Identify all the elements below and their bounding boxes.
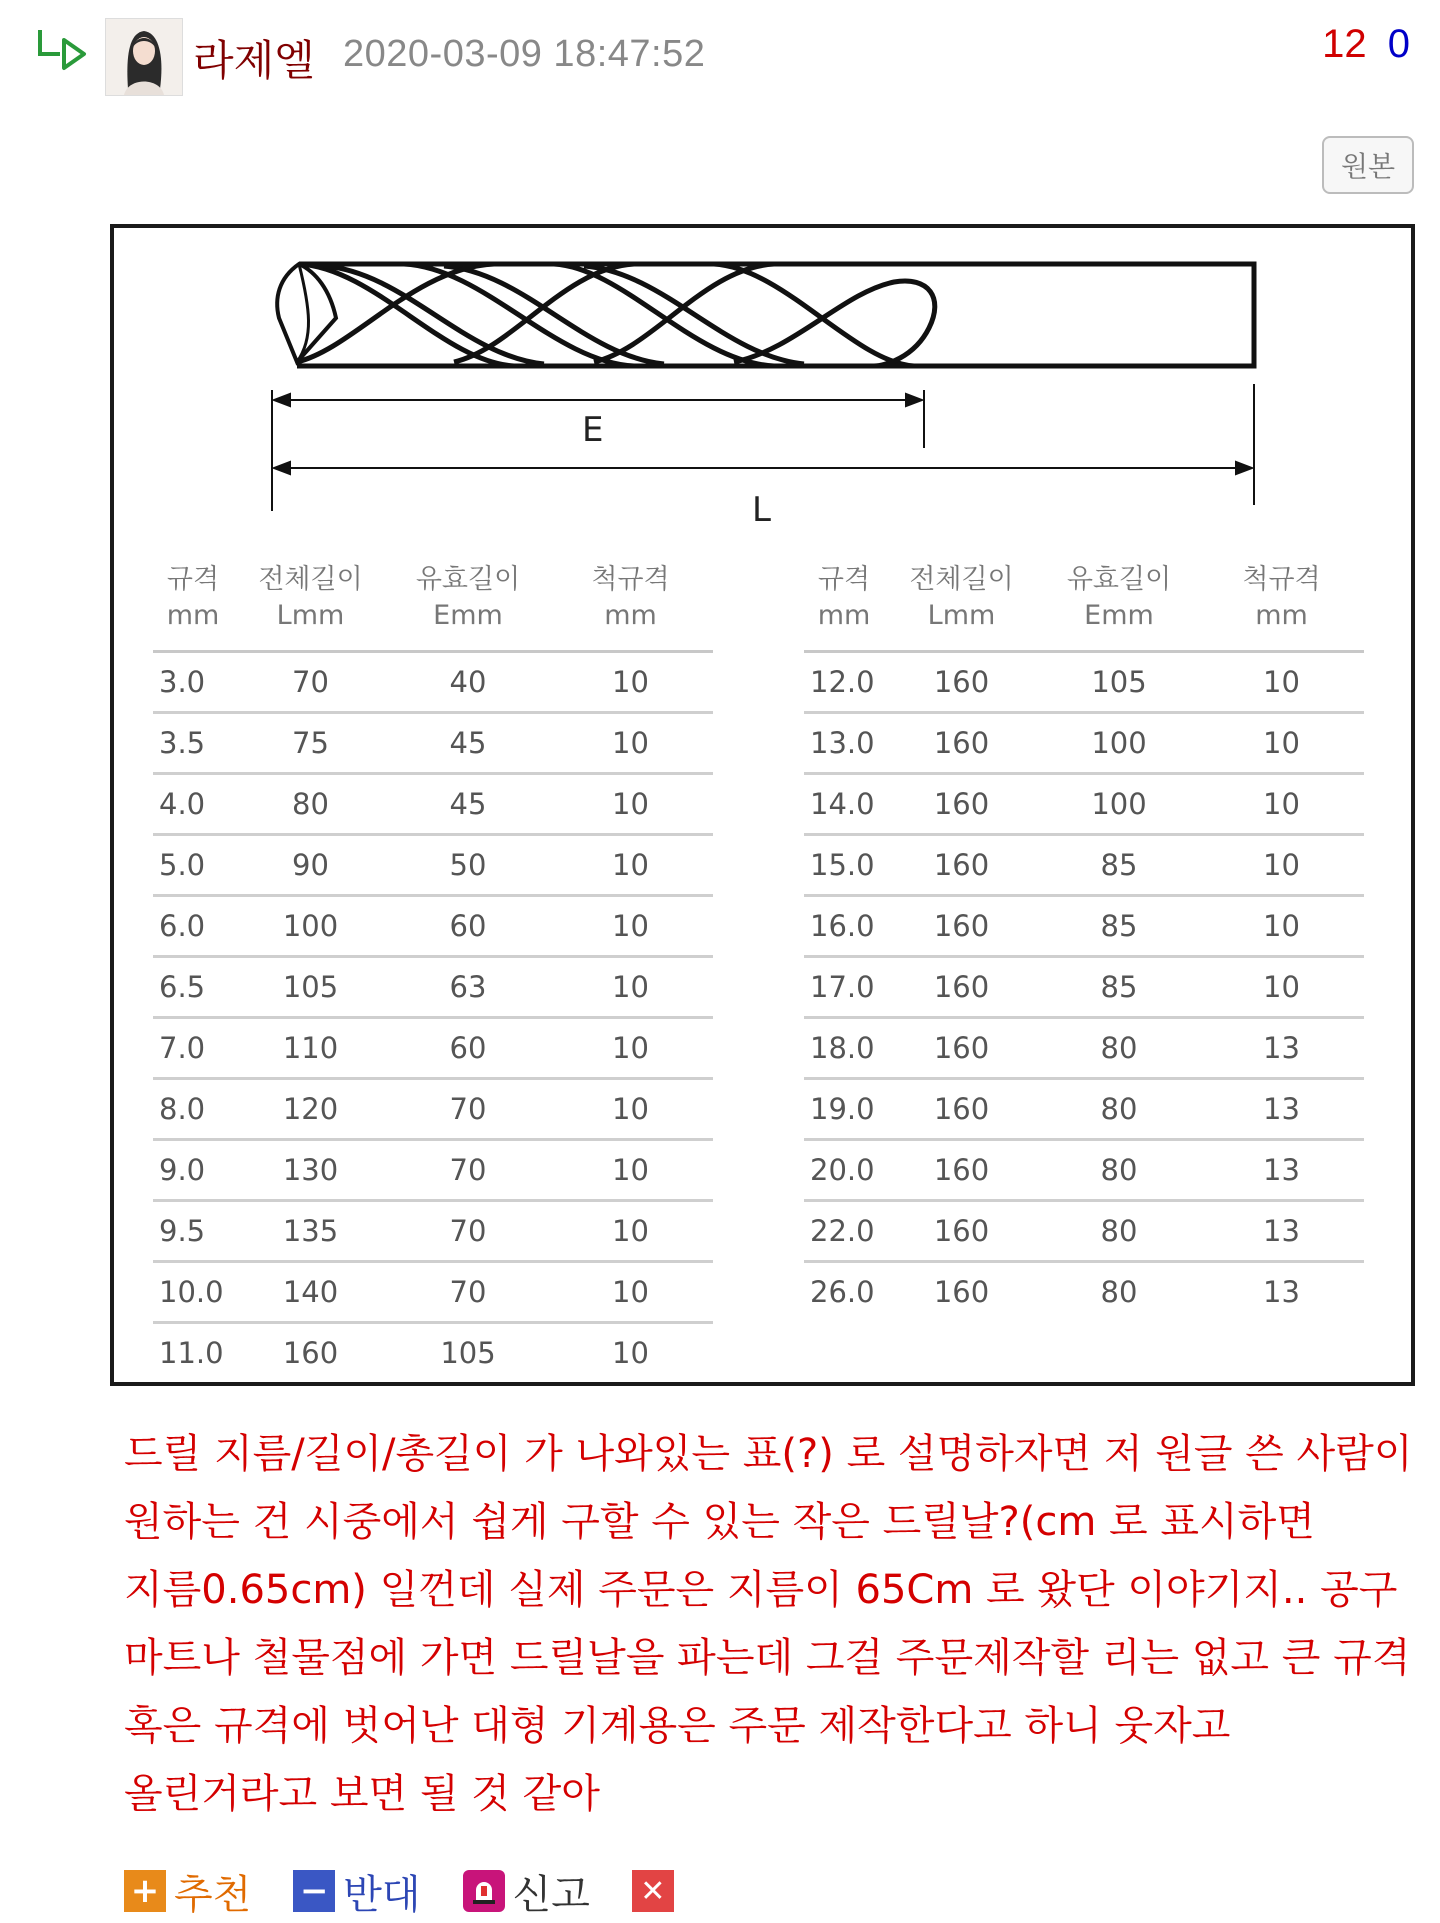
cell-chuck-size: 10 xyxy=(612,787,649,821)
cell-size: 20.0 xyxy=(810,1153,875,1187)
cell-size: 4.0 xyxy=(159,787,206,821)
cell-chuck-size: 10 xyxy=(612,909,649,943)
cell-total-length: 160 xyxy=(933,665,990,699)
cell-effective-length: 45 xyxy=(449,726,487,760)
cell-size: 15.0 xyxy=(810,848,875,882)
table-row xyxy=(804,1141,1364,1202)
cell-chuck-size: 13 xyxy=(1263,1153,1300,1187)
cell-size: 12.0 xyxy=(810,665,875,699)
cell-chuck-size: 10 xyxy=(612,1153,649,1187)
cell-total-length: 160 xyxy=(933,848,990,882)
avatar[interactable] xyxy=(105,18,183,96)
cell-chuck-size: 10 xyxy=(1263,726,1300,760)
cell-total-length: 130 xyxy=(282,1153,339,1187)
minus-icon: − xyxy=(293,1870,335,1912)
table-row xyxy=(153,958,713,1019)
table-row xyxy=(153,1324,713,1382)
table-row xyxy=(153,1141,713,1202)
plus-icon: + xyxy=(124,1870,166,1912)
original-image-button[interactable]: 원본 xyxy=(1322,136,1414,194)
dimension-label-l: L xyxy=(752,490,771,530)
table-row xyxy=(153,1019,713,1080)
cell-chuck-size: 10 xyxy=(1263,970,1300,1004)
cell-chuck-size: 10 xyxy=(1263,848,1300,882)
cell-effective-length: 80 xyxy=(1100,1214,1138,1248)
report-label: 신고 xyxy=(512,1871,590,1918)
cell-size: 5.0 xyxy=(159,848,206,882)
table-row xyxy=(804,836,1364,897)
recommend-button[interactable] xyxy=(124,1863,251,1920)
cell-size: 3.5 xyxy=(159,726,206,760)
cell-total-length: 160 xyxy=(933,787,990,821)
cell-effective-length: 70 xyxy=(449,1092,487,1126)
cell-total-length: 100 xyxy=(282,909,339,943)
cell-total-length: 160 xyxy=(933,909,990,943)
cell-chuck-size: 13 xyxy=(1263,1214,1300,1248)
cell-effective-length: 63 xyxy=(449,970,487,1004)
cell-total-length: 160 xyxy=(933,1092,990,1126)
cell-effective-length: 85 xyxy=(1100,970,1138,1004)
table-row xyxy=(153,775,713,836)
upvote-count: 12 xyxy=(1322,22,1367,66)
cell-effective-length: 105 xyxy=(1091,665,1147,699)
cell-effective-length: 100 xyxy=(1091,787,1147,821)
cell-size: 14.0 xyxy=(810,787,875,821)
cell-size: 8.0 xyxy=(159,1092,206,1126)
cell-effective-length: 80 xyxy=(1100,1153,1138,1187)
cell-total-length: 80 xyxy=(292,787,329,821)
table-row xyxy=(804,1019,1364,1080)
cell-total-length: 160 xyxy=(933,1153,990,1187)
cell-chuck-size: 13 xyxy=(1263,1031,1300,1065)
cell-total-length: 160 xyxy=(933,1214,990,1248)
table-row xyxy=(804,1202,1364,1263)
header-chuck-size: 척규격 mm xyxy=(591,564,670,631)
header-effective-length: 유효길이 Emm xyxy=(1066,564,1172,631)
cell-effective-length: 80 xyxy=(1100,1031,1138,1065)
cell-effective-length: 70 xyxy=(449,1153,487,1187)
header-size: 규격 mm xyxy=(166,564,220,631)
cell-effective-length: 85 xyxy=(1100,909,1138,943)
downvote-count: 0 xyxy=(1387,22,1410,66)
table-row xyxy=(804,1080,1364,1141)
cell-total-length: 120 xyxy=(282,1092,339,1126)
cell-size: 7.0 xyxy=(159,1031,206,1065)
cell-size: 18.0 xyxy=(810,1031,875,1065)
close-icon: ✕ xyxy=(632,1870,674,1912)
post-timestamp: 2020-03-09 18:47:52 xyxy=(343,33,706,75)
cell-total-length: 140 xyxy=(282,1275,339,1309)
cell-chuck-size: 10 xyxy=(612,970,649,1004)
cell-total-length: 105 xyxy=(282,970,339,1004)
cell-effective-length: 105 xyxy=(440,1336,496,1370)
header-chuck-size: 척규격 mm xyxy=(1242,564,1321,631)
cell-chuck-size: 13 xyxy=(1263,1092,1300,1126)
cell-chuck-size: 10 xyxy=(612,1031,649,1065)
cell-size: 9.5 xyxy=(159,1214,206,1248)
header-size: 규격 mm xyxy=(817,564,871,631)
table-row xyxy=(804,1263,1364,1321)
table-row xyxy=(804,775,1364,836)
comment-body: 드릴 지름/길이/총길이 가 나와있는 표(?) 로 설명하자면 저 원글 쓴 사람이 원하는 건 시중에서 쉽게 구할 수 있는 작은 드릴날?(cm 로 표시하면 지름0.65cm) 일껀데 실제 주문은 지름이 65Cm 로 왔단 이야기지.. 공구 마트나 철물점에 가면 드릴날을 파는데 그걸 주문제작할 리는 없고 큰 규격 혹은 규격에 벗어난 대형 기계용은 주문 제작한다고 하니 웃자고 올린거라고 보면 될 것 같아 xyxy=(124,1431,1413,1817)
cell-effective-length: 60 xyxy=(449,1031,487,1065)
cell-effective-length: 80 xyxy=(1100,1275,1138,1309)
table-row xyxy=(153,897,713,958)
cell-chuck-size: 10 xyxy=(612,665,649,699)
drill-spec-image xyxy=(110,224,1415,1386)
cell-effective-length: 85 xyxy=(1100,848,1138,882)
cell-effective-length: 50 xyxy=(449,848,487,882)
cell-effective-length: 100 xyxy=(1091,726,1147,760)
cell-chuck-size: 10 xyxy=(1263,787,1300,821)
reply-arrow-icon xyxy=(34,26,90,74)
spec-table-right xyxy=(804,562,1364,1321)
comment-actions xyxy=(124,1866,724,1916)
oppose-button[interactable] xyxy=(293,1863,420,1920)
cell-total-length: 90 xyxy=(292,848,329,882)
cell-size: 19.0 xyxy=(810,1092,875,1126)
cell-chuck-size: 10 xyxy=(1263,909,1300,943)
recommend-label: 추천 xyxy=(174,1871,252,1918)
cell-total-length: 110 xyxy=(282,1031,339,1065)
table-row xyxy=(804,653,1364,714)
table-row xyxy=(804,714,1364,775)
delete-button[interactable] xyxy=(632,1870,682,1912)
cell-effective-length: 70 xyxy=(449,1275,487,1309)
cell-total-length: 160 xyxy=(933,1275,990,1309)
dimension-label-e: E xyxy=(582,410,604,450)
cell-effective-length: 45 xyxy=(449,787,487,821)
cell-effective-length: 40 xyxy=(449,665,487,699)
table-row xyxy=(153,1202,713,1263)
cell-total-length: 160 xyxy=(933,970,990,1004)
cell-size: 26.0 xyxy=(810,1275,875,1309)
table-row xyxy=(804,958,1364,1019)
username[interactable]: 라제엘 xyxy=(193,36,315,85)
table-header xyxy=(153,562,713,653)
table-header xyxy=(804,562,1364,653)
table-row xyxy=(153,836,713,897)
spec-table-left xyxy=(153,562,713,1382)
drill-diagram xyxy=(114,228,1414,528)
cell-total-length: 160 xyxy=(282,1336,339,1370)
cell-total-length: 160 xyxy=(933,726,990,760)
cell-size: 11.0 xyxy=(159,1336,224,1370)
cell-size: 6.0 xyxy=(159,909,206,943)
cell-size: 17.0 xyxy=(810,970,875,1004)
cell-size: 3.0 xyxy=(159,665,206,699)
cell-chuck-size: 10 xyxy=(612,848,649,882)
cell-chuck-size: 10 xyxy=(612,1214,649,1248)
cell-chuck-size: 10 xyxy=(612,726,649,760)
cell-chuck-size: 10 xyxy=(1263,665,1300,699)
cell-size: 16.0 xyxy=(810,909,875,943)
table-row xyxy=(153,653,713,714)
cell-total-length: 70 xyxy=(292,665,329,699)
cell-chuck-size: 10 xyxy=(612,1336,649,1370)
siren-icon xyxy=(463,1870,505,1912)
table-row xyxy=(153,1080,713,1141)
cell-chuck-size: 13 xyxy=(1263,1275,1300,1309)
cell-effective-length: 80 xyxy=(1100,1092,1138,1126)
header-total-length: 전체길이 Lmm xyxy=(258,564,363,631)
cell-size: 13.0 xyxy=(810,726,875,760)
table-row xyxy=(153,714,713,775)
cell-chuck-size: 10 xyxy=(612,1275,649,1309)
header-total-length: 전체길이 Lmm xyxy=(909,564,1014,631)
vote-counts xyxy=(1322,22,1410,67)
table-row xyxy=(804,897,1364,958)
header-effective-length: 유효길이 Emm xyxy=(415,564,521,631)
cell-size: 9.0 xyxy=(159,1153,206,1187)
cell-chuck-size: 10 xyxy=(612,1092,649,1126)
report-button[interactable] xyxy=(463,1863,590,1920)
cell-total-length: 160 xyxy=(933,1031,990,1065)
cell-total-length: 135 xyxy=(282,1214,339,1248)
table-row xyxy=(153,1263,713,1324)
cell-effective-length: 70 xyxy=(449,1214,487,1248)
cell-effective-length: 60 xyxy=(449,909,487,943)
cell-size: 6.5 xyxy=(159,970,206,1004)
cell-total-length: 75 xyxy=(292,726,329,760)
cell-size: 10.0 xyxy=(159,1275,224,1309)
oppose-label: 반대 xyxy=(343,1871,421,1918)
cell-size: 22.0 xyxy=(810,1214,875,1248)
